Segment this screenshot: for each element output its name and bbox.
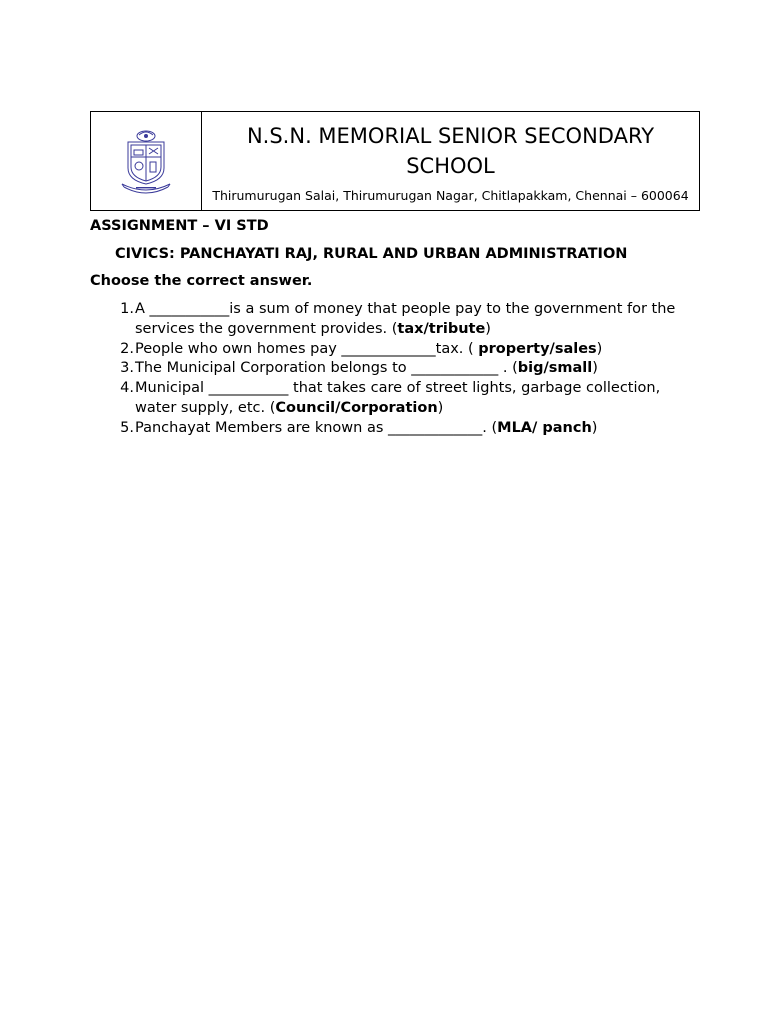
- question-stem: People who own homes pay _____________tax. (: [135, 340, 479, 357]
- question-number: 4.: [120, 380, 134, 397]
- school-header: [90, 111, 700, 211]
- school-crest-icon: [118, 128, 174, 194]
- logo-cell: [91, 112, 202, 210]
- question-item: [90, 379, 690, 419]
- question-number: 2.: [120, 340, 134, 357]
- question-list: [90, 300, 690, 439]
- question-text: [135, 359, 690, 379]
- school-name: N.S.N. MEMORIAL SENIOR SECONDARY SCHOOL: [246, 124, 655, 178]
- question-options: tax/tribute: [397, 320, 486, 337]
- question-close: ): [596, 340, 603, 357]
- question-options: property/sales: [478, 340, 597, 357]
- question-text: [135, 300, 690, 340]
- question-close: ): [591, 419, 598, 436]
- title-cell: [202, 112, 699, 210]
- question-number: 5.: [120, 419, 134, 436]
- question-number: 3.: [120, 360, 134, 377]
- question-stem: The Municipal Corporation belongs to ____________ . (: [135, 360, 518, 377]
- question-options: MLA/ panch: [497, 419, 592, 436]
- question-stem: Municipal ___________ that takes care of street lights, garbage collection, water supply, etc. (: [135, 380, 661, 416]
- question-text: [135, 379, 690, 419]
- question-close: ): [592, 360, 598, 377]
- question-item: [90, 300, 690, 340]
- question-text: [135, 419, 690, 439]
- question-options: Council/Corporation: [275, 399, 438, 416]
- question-close: ): [437, 399, 444, 416]
- question-text: [135, 340, 690, 360]
- question-stem: Panchayat Members are known as _____________. (: [135, 419, 498, 436]
- question-options: big/small: [517, 360, 593, 377]
- question-number: 1.: [120, 301, 134, 317]
- question-item: [90, 419, 690, 439]
- question-stem: A ___________is a sum of money that people pay to the government for the services the government provides. (: [135, 301, 676, 337]
- assignment-title: ASSIGNMENT – VI STD: [90, 218, 269, 234]
- school-address: Thirumurugan Salai, Thirumurugan Nagar, Chitlapakkam, Chennai – 600064: [212, 188, 689, 203]
- question-item: [90, 359, 690, 379]
- instruction: Choose the correct answer.: [90, 273, 313, 289]
- subject-title: CIVICS: PANCHAYATI RAJ, RURAL AND URBAN ADMINISTRATION: [115, 246, 628, 262]
- question-close: ): [485, 320, 491, 337]
- question-item: [90, 340, 690, 360]
